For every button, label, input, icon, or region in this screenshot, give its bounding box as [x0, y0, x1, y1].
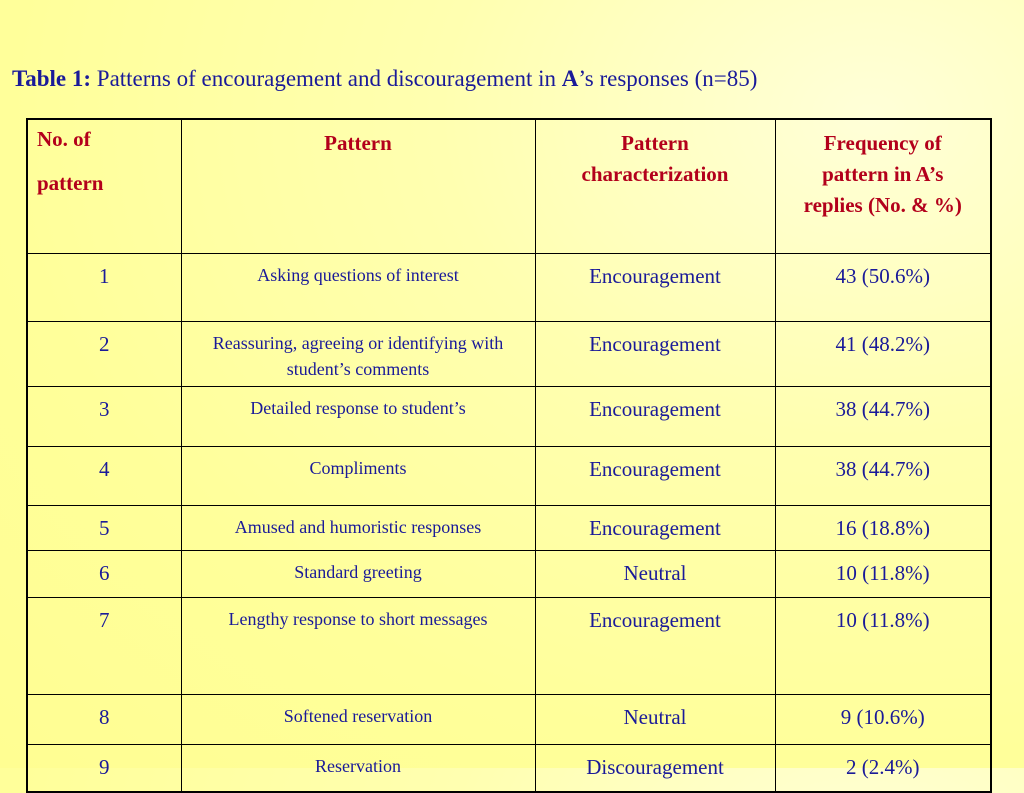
header-pattern: Pattern	[181, 119, 535, 253]
row-number: 9	[27, 744, 181, 792]
header-row	[27, 119, 991, 253]
table-row	[27, 597, 991, 694]
row-frequency: 16 (18.8%)	[775, 505, 991, 550]
title-bold-letter: A	[561, 66, 579, 91]
table-row	[27, 694, 991, 744]
table-row	[27, 446, 991, 505]
row-characterization: Encouragement	[535, 253, 775, 321]
row-frequency: 41 (48.2%)	[775, 321, 991, 386]
row-number: 3	[27, 386, 181, 446]
row-frequency: 10 (11.8%)	[775, 550, 991, 597]
row-pattern: Amused and humoristic responses	[181, 505, 535, 550]
row-characterization: Discouragement	[535, 744, 775, 792]
slide-title	[12, 66, 757, 92]
row-pattern: Reassuring, agreeing or identifying with student’s comments	[181, 321, 535, 386]
row-number: 2	[27, 321, 181, 386]
row-pattern: Reservation	[181, 744, 535, 792]
table-row	[27, 744, 991, 792]
header-characterization: Pattern characterization	[535, 119, 775, 253]
table-row	[27, 321, 991, 386]
row-characterization: Encouragement	[535, 386, 775, 446]
row-frequency: 9 (10.6%)	[775, 694, 991, 744]
row-frequency: 2 (2.4%)	[775, 744, 991, 792]
title-text-after: ’s responses (n=85)	[578, 66, 758, 91]
table-row	[27, 550, 991, 597]
row-frequency: 38 (44.7%)	[775, 446, 991, 505]
row-number: 5	[27, 505, 181, 550]
row-pattern: Standard greeting	[181, 550, 535, 597]
title-text-before: Patterns of encouragement and discouragement in	[96, 66, 556, 91]
row-pattern: Asking questions of interest	[181, 253, 535, 321]
row-frequency: 10 (11.8%)	[775, 597, 991, 694]
row-characterization: Encouragement	[535, 597, 775, 694]
row-number: 7	[27, 597, 181, 694]
row-pattern: Lengthy response to short messages	[181, 597, 535, 694]
row-number: 4	[27, 446, 181, 505]
row-pattern: Detailed response to student’s	[181, 386, 535, 446]
header-number-line2: pattern	[37, 171, 104, 195]
table-row	[27, 253, 991, 321]
row-frequency: 43 (50.6%)	[775, 253, 991, 321]
row-number: 1	[27, 253, 181, 321]
row-frequency: 38 (44.7%)	[775, 386, 991, 446]
table-row	[27, 386, 991, 446]
row-characterization: Encouragement	[535, 321, 775, 386]
row-pattern: Compliments	[181, 446, 535, 505]
table-row	[27, 505, 991, 550]
row-number: 6	[27, 550, 181, 597]
row-characterization: Encouragement	[535, 505, 775, 550]
patterns-table	[26, 118, 992, 793]
header-number	[27, 119, 181, 253]
header-frequency: Frequency of pattern in A’s replies (No. & %)	[775, 119, 991, 253]
row-characterization: Neutral	[535, 550, 775, 597]
row-characterization: Neutral	[535, 694, 775, 744]
row-pattern: Softened reservation	[181, 694, 535, 744]
row-characterization: Encouragement	[535, 446, 775, 505]
row-number: 8	[27, 694, 181, 744]
title-label: Table 1:	[12, 66, 92, 91]
header-number-line1: No. of	[37, 127, 91, 151]
